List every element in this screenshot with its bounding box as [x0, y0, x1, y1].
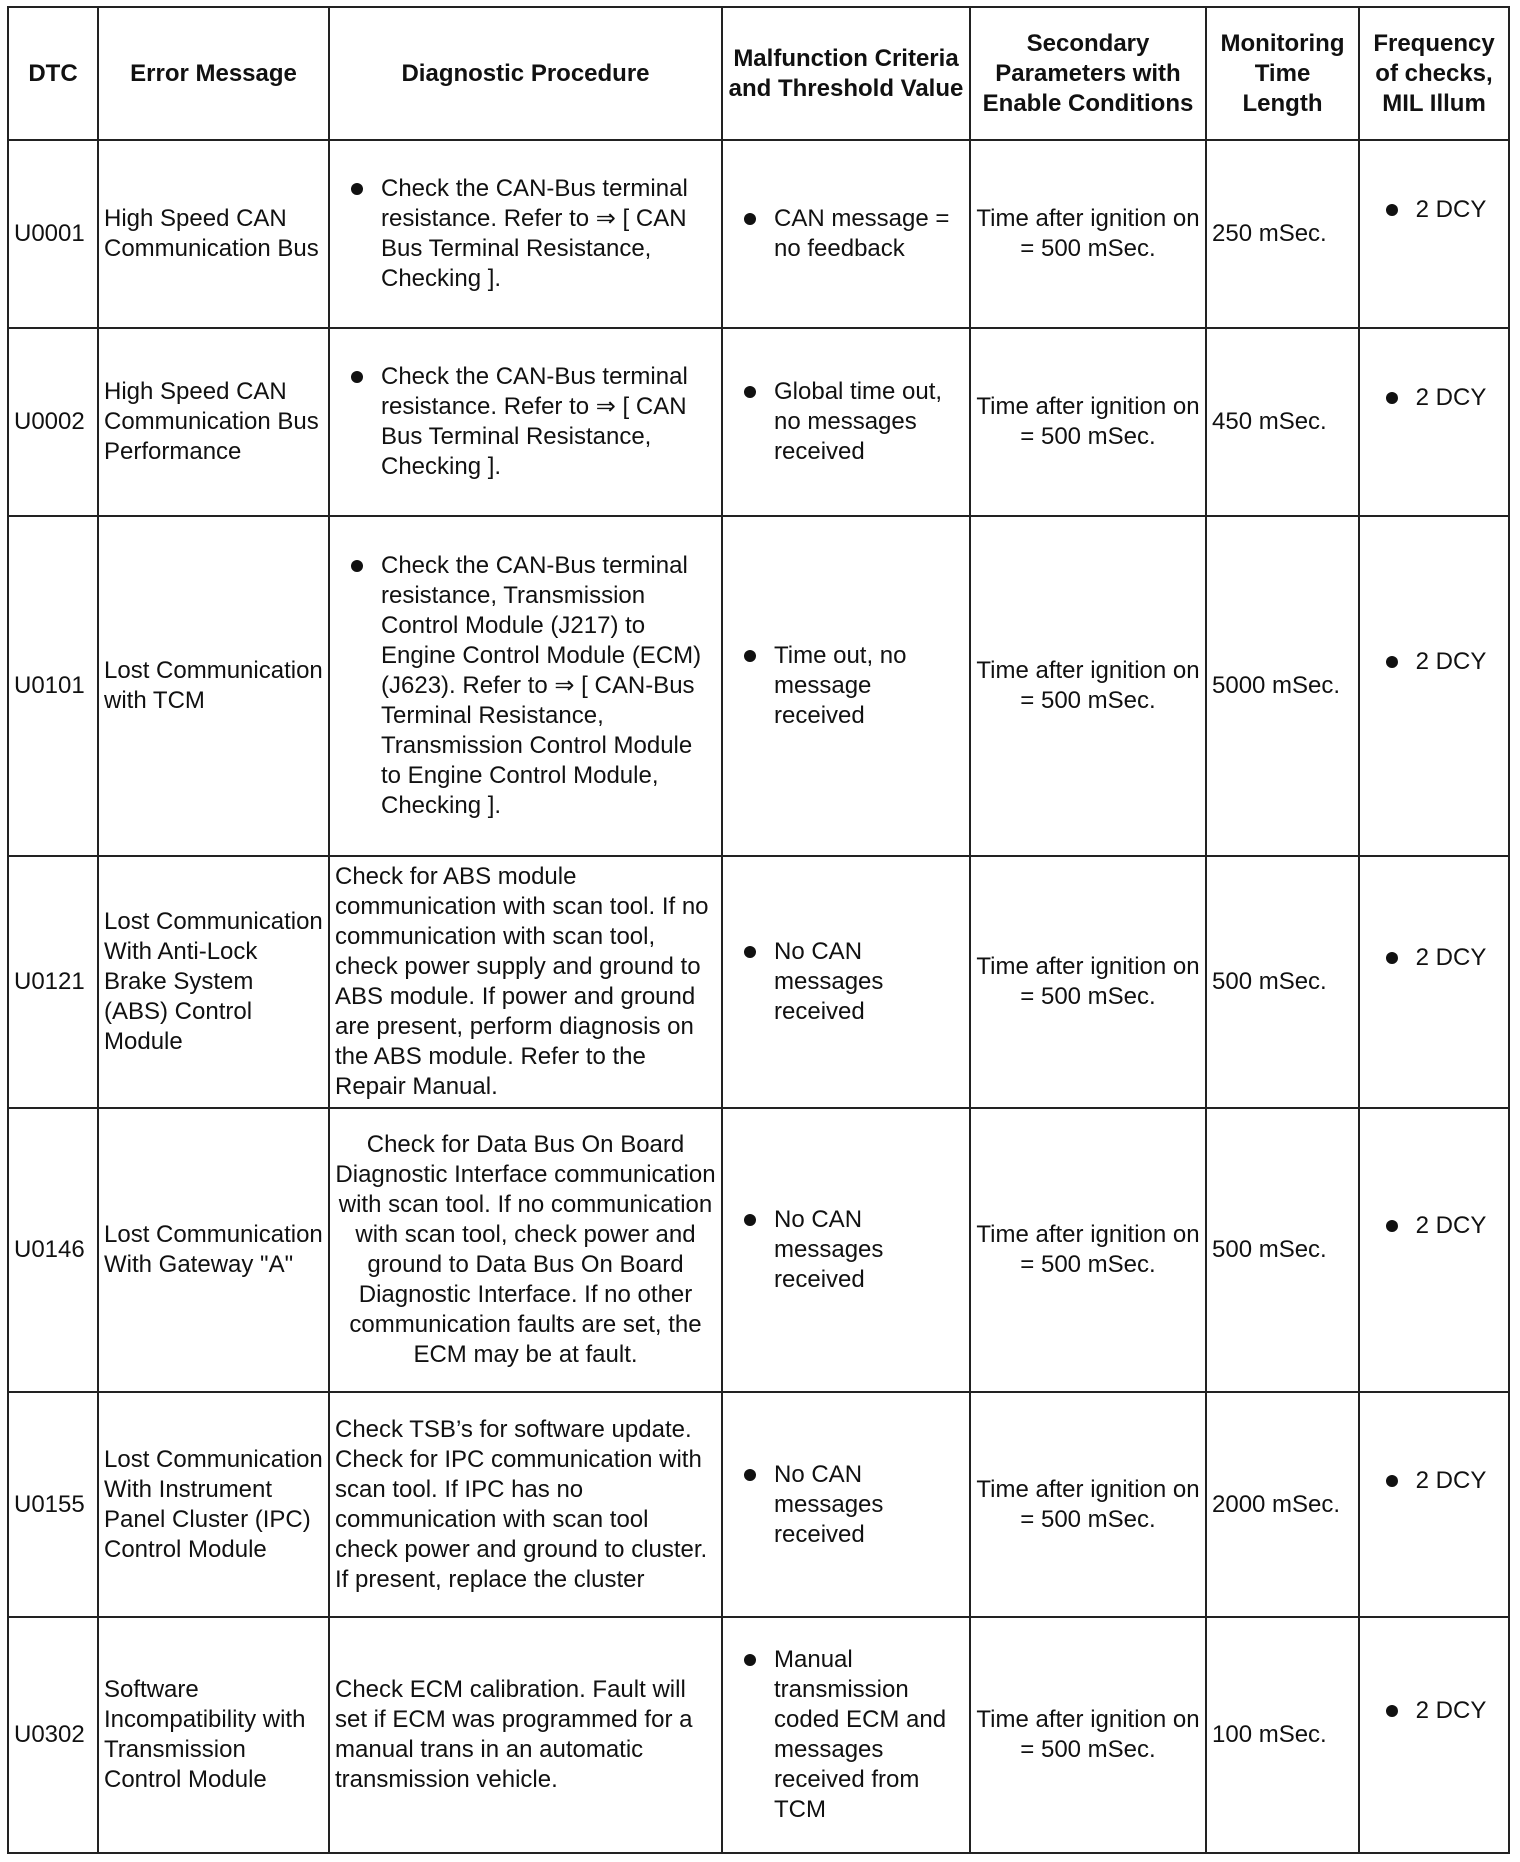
error-message: Lost Communication With Anti-Lock Brake System (ABS) Control Module	[98, 856, 329, 1108]
header-frequency: Frequency of checks, MIL Illum	[1359, 7, 1509, 140]
dtc-code: U0001	[8, 140, 98, 328]
error-message: Lost Communication with TCM	[98, 516, 329, 856]
frequency-value: 2 DCY	[1382, 647, 1487, 677]
header-secondary-parameters: Secondary Parameters with Enable Conditions	[970, 7, 1206, 140]
secondary-parameters: Time after ignition on = 500 mSec.	[970, 1392, 1206, 1617]
criteria-bullet: Manual transmission coded ECM and messages received from TCM	[728, 1645, 964, 1825]
frequency-cell	[1359, 1108, 1509, 1392]
secondary-parameters: Time after ignition on = 500 mSec.	[970, 1617, 1206, 1853]
header-dtc: DTC	[8, 7, 98, 140]
dtc-code: U0155	[8, 1392, 98, 1617]
header-row	[8, 7, 1509, 140]
frequency-value: 2 DCY	[1382, 195, 1487, 225]
dtc-code: U0002	[8, 328, 98, 516]
criteria-bullet: No CAN messages received	[728, 1205, 964, 1295]
procedure-bullet: Check the CAN-Bus terminal resistance. Refer to ⇒ [ CAN Bus Terminal Resistance, Checking ].	[335, 362, 716, 482]
criteria-bullet: Time out, no message received	[728, 641, 964, 731]
error-message: Lost Communication With Gateway "A"	[98, 1108, 329, 1392]
monitoring-time: 2000 mSec.	[1206, 1392, 1359, 1617]
frequency-cell	[1359, 856, 1509, 1108]
frequency-cell	[1359, 328, 1509, 516]
dtc-code: U0146	[8, 1108, 98, 1392]
procedure-bullet: Check the CAN-Bus terminal resistance. Refer to ⇒ [ CAN Bus Terminal Resistance, Checking ].	[335, 174, 716, 294]
frequency-value: 2 DCY	[1382, 383, 1487, 413]
procedure-bullet: Check the CAN-Bus terminal resistance, Transmission Control Module (J217) to Engine Control Module (ECM) (J623). Refer to ⇒ [ CAN-Bus Terminal Resistance, Transmission Control Module to Engine Control Module, Checking ].	[335, 551, 716, 821]
diagnostic-procedure	[329, 328, 722, 516]
monitoring-time: 250 mSec.	[1206, 140, 1359, 328]
frequency-value: 2 DCY	[1382, 1696, 1487, 1726]
diagnostic-procedure: Check TSB’s for software update. Check for IPC communication with scan tool. If IPC has no communication with scan tool check power and ground to cluster. If present, replace the cluster	[329, 1392, 722, 1617]
frequency-cell	[1359, 140, 1509, 328]
diagnostic-procedure	[329, 140, 722, 328]
diagnostic-procedure: Check for ABS module communication with scan tool. If no communication with scan tool, check power supply and ground to ABS module. If power and ground are present, perform diagnosis on the ABS module. Refer to the Repair Manual.	[329, 856, 722, 1108]
malfunction-criteria	[722, 1108, 970, 1392]
monitoring-time: 500 mSec.	[1206, 856, 1359, 1108]
table-row	[8, 516, 1509, 856]
table-row	[8, 856, 1509, 1108]
secondary-parameters: Time after ignition on = 500 mSec.	[970, 856, 1206, 1108]
criteria-bullet: No CAN messages received	[728, 1460, 964, 1550]
malfunction-criteria	[722, 1392, 970, 1617]
error-message: High Speed CAN Communication Bus	[98, 140, 329, 328]
frequency-cell	[1359, 1617, 1509, 1853]
monitoring-time: 100 mSec.	[1206, 1617, 1359, 1853]
diagnostic-procedure	[329, 516, 722, 856]
frequency-value: 2 DCY	[1382, 1211, 1487, 1241]
diagnostic-procedure: Check for Data Bus On Board Diagnostic Interface communication with scan tool. If no communication with scan tool, check power and ground to Data Bus On Board Diagnostic Interface. If no other communication faults are set, the ECM may be at fault.	[329, 1108, 722, 1392]
frequency-value: 2 DCY	[1382, 1466, 1487, 1496]
frequency-cell	[1359, 516, 1509, 856]
error-message: Software Incompatibility with Transmission Control Module	[98, 1617, 329, 1853]
monitoring-time: 450 mSec.	[1206, 328, 1359, 516]
table-row	[8, 140, 1509, 328]
dtc-code: U0121	[8, 856, 98, 1108]
table-row	[8, 1617, 1509, 1853]
header-monitoring-time: Monitoring Time Length	[1206, 7, 1359, 140]
secondary-parameters: Time after ignition on = 500 mSec.	[970, 328, 1206, 516]
error-message: Lost Communication With Instrument Panel Cluster (IPC) Control Module	[98, 1392, 329, 1617]
table-row	[8, 1108, 1509, 1392]
monitoring-time: 5000 mSec.	[1206, 516, 1359, 856]
secondary-parameters: Time after ignition on = 500 mSec.	[970, 516, 1206, 856]
criteria-bullet: CAN message = no feedback	[728, 204, 964, 264]
header-error-message: Error Message	[98, 7, 329, 140]
dtc-code: U0101	[8, 516, 98, 856]
frequency-value: 2 DCY	[1382, 943, 1487, 973]
table-row	[8, 328, 1509, 516]
malfunction-criteria	[722, 328, 970, 516]
monitoring-time: 500 mSec.	[1206, 1108, 1359, 1392]
header-diagnostic-procedure: Diagnostic Procedure	[329, 7, 722, 140]
frequency-cell	[1359, 1392, 1509, 1617]
malfunction-criteria	[722, 1617, 970, 1853]
table-row	[8, 1392, 1509, 1617]
secondary-parameters: Time after ignition on = 500 mSec.	[970, 1108, 1206, 1392]
header-malfunction-criteria: Malfunction Criteria and Threshold Value	[722, 7, 970, 140]
secondary-parameters: Time after ignition on = 500 mSec.	[970, 140, 1206, 328]
error-message: High Speed CAN Communication Bus Performance	[98, 328, 329, 516]
malfunction-criteria	[722, 140, 970, 328]
malfunction-criteria	[722, 516, 970, 856]
dtc-code: U0302	[8, 1617, 98, 1853]
malfunction-criteria	[722, 856, 970, 1108]
diagnostic-procedure: Check ECM calibration. Fault will set if ECM was programmed for a manual trans in an automatic transmission vehicle.	[329, 1617, 722, 1853]
criteria-bullet: No CAN messages received	[728, 937, 964, 1027]
dtc-table	[7, 6, 1510, 1854]
criteria-bullet: Global time out, no messages received	[728, 377, 964, 467]
